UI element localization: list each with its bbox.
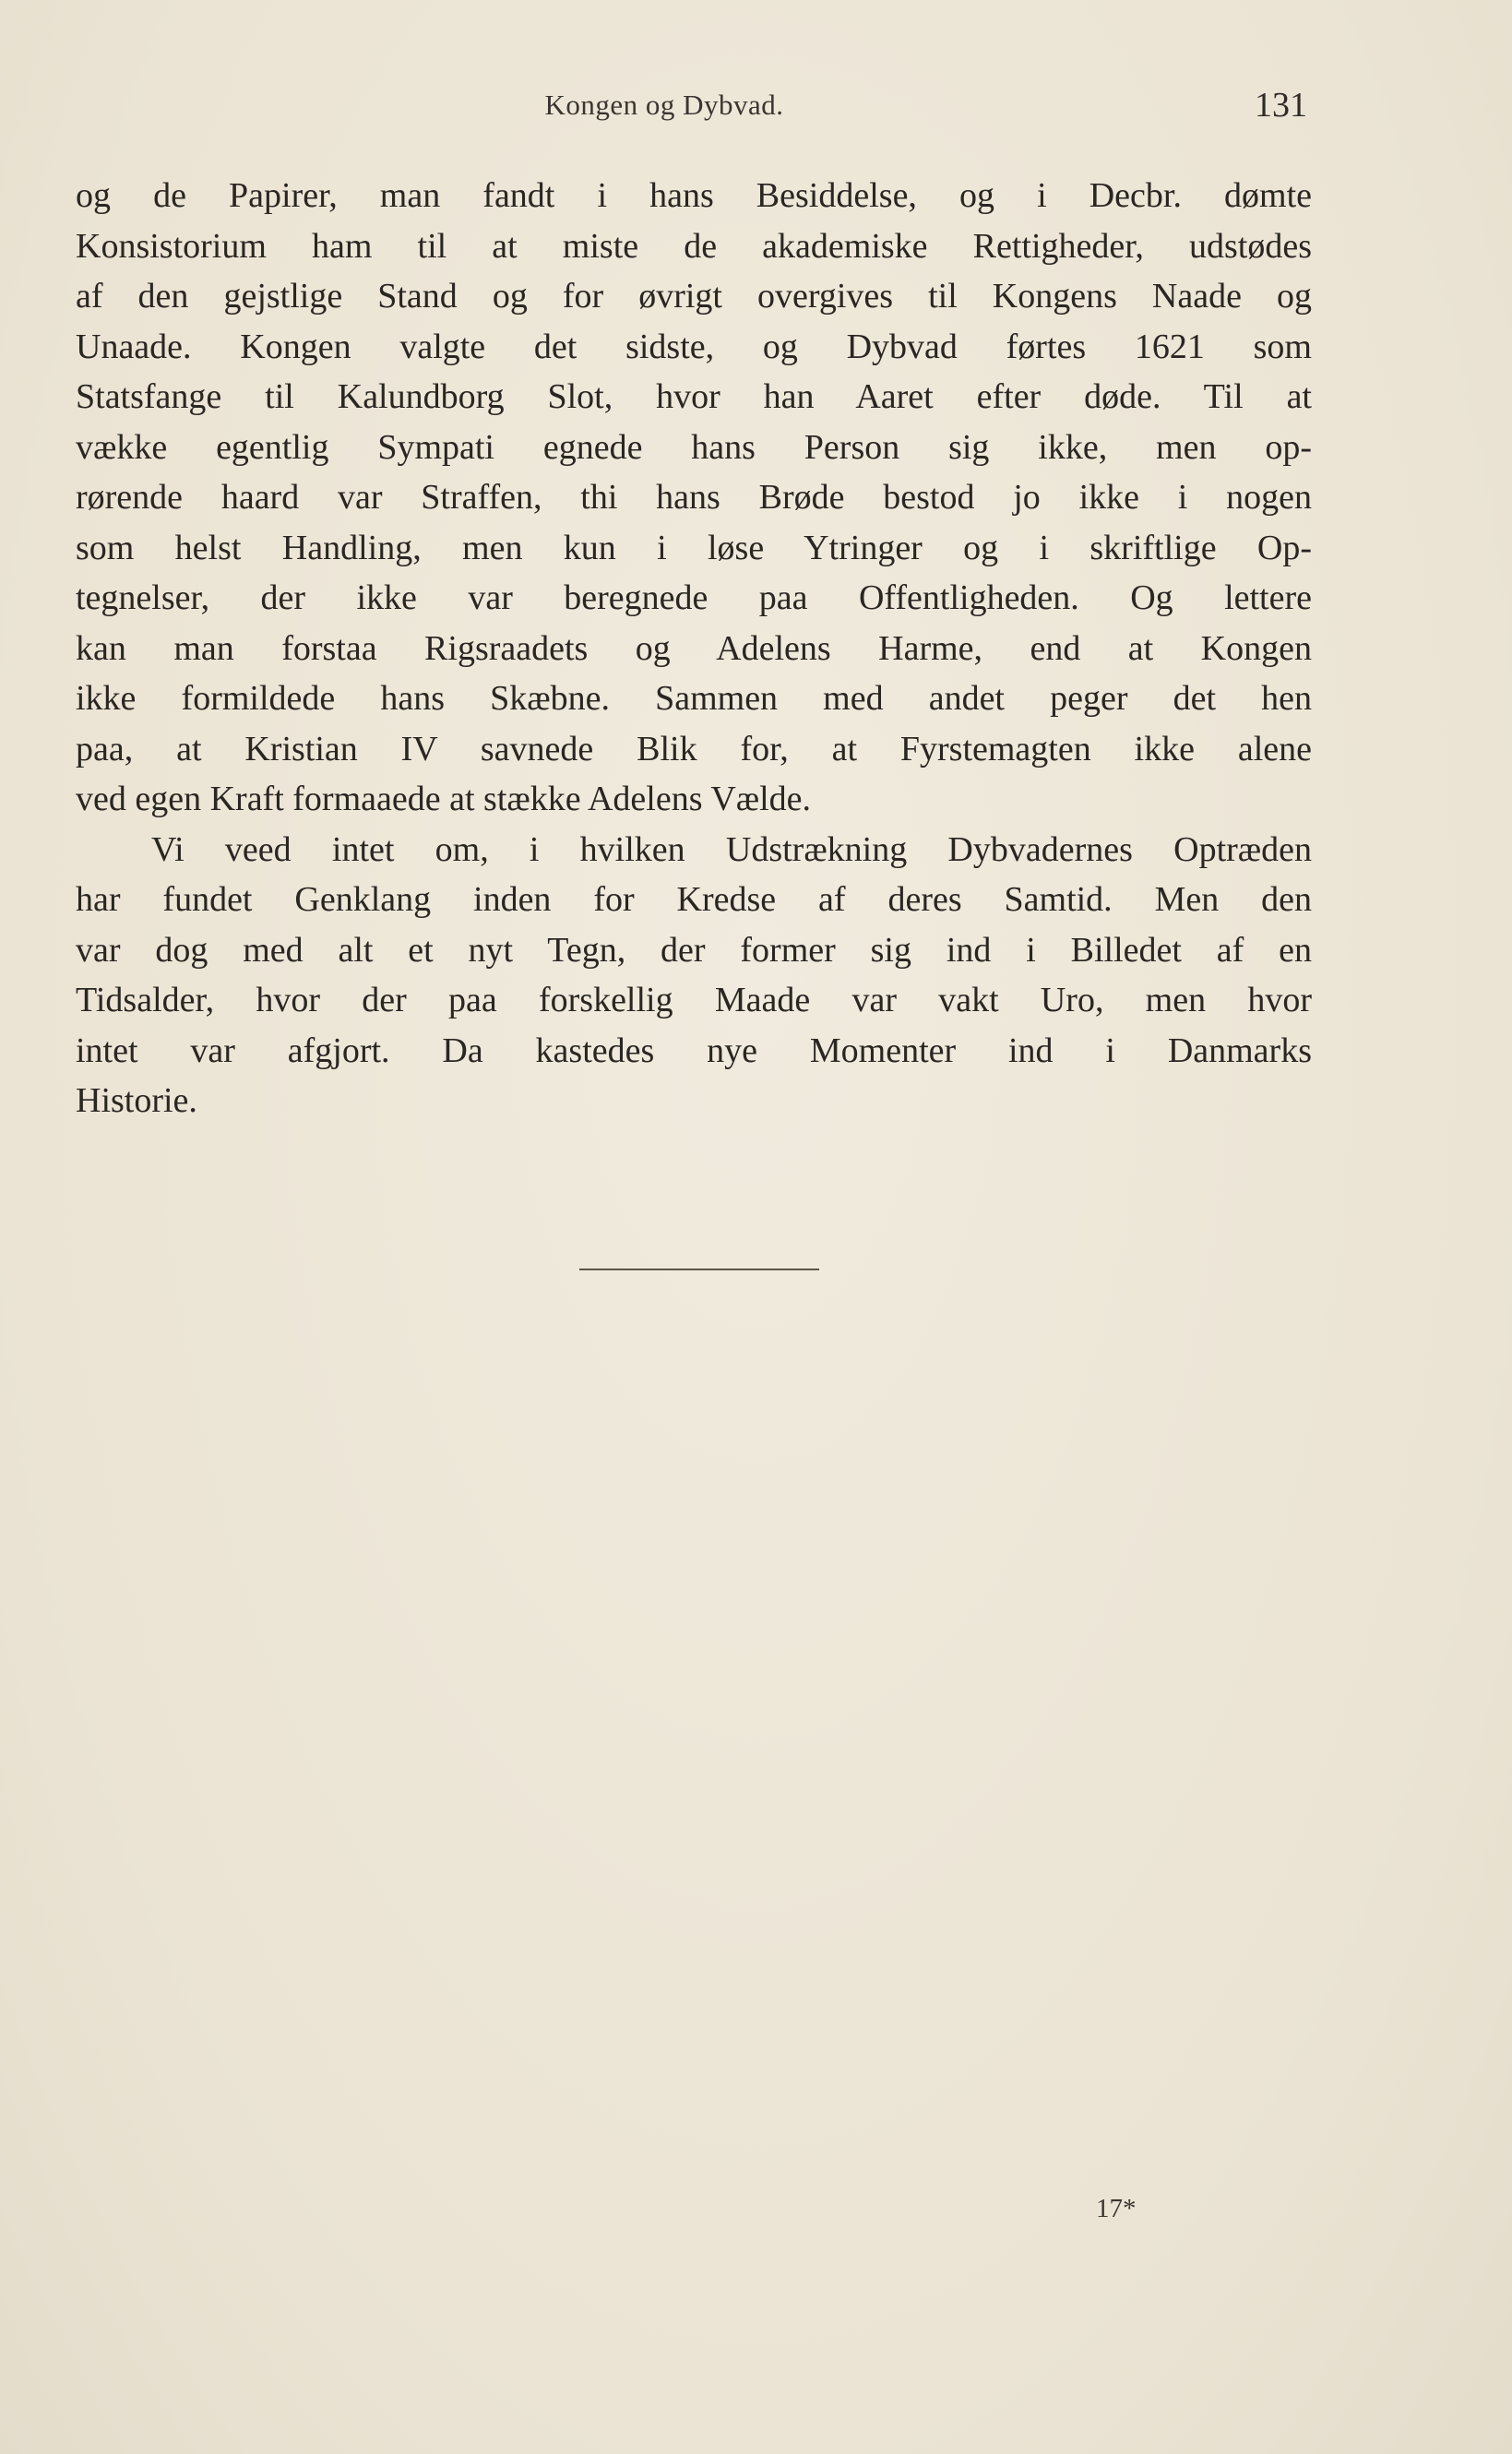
text-line: ved egen Kraft formaaede at stække Adelens Vælde. — [76, 780, 812, 818]
text-line-paragraph-start: Vi veed intet om, i hvilken Udstrækning Dybvadernes Optræden — [151, 829, 1312, 869]
running-head-title: Kongen og Dybvad. — [544, 89, 784, 121]
text-line: har fundet Genklang inden for Kredse af deres Samtid. Men den — [76, 880, 1312, 919]
text-line: vække egentlig Sympati egnede hans Person sig ikke, men op- — [76, 427, 1312, 467]
text-line: kan man forstaa Rigsraadets og Adelens Harme, end at Kongen — [76, 628, 1312, 668]
text-line: Konsistorium ham til at miste de akademiske Rettigheder, udstødes — [76, 226, 1312, 266]
text-line: Statsfange til Kalundborg Slot, hvor han Aaret efter døde. Til at — [76, 377, 1312, 416]
text-line: og de Papirer, man fandt i hans Besiddelse, og i Decbr. dømte — [76, 176, 1312, 215]
page-number: 131 — [1255, 86, 1307, 125]
text-line: som helst Handling, men kun i løse Ytringer og i skriftlige Op- — [76, 528, 1312, 567]
text-line: af den gejstlige Stand og for øvrigt overgives til Kongens Naade og — [76, 277, 1312, 316]
text-line: Tidsalder, hvor der paa forskellig Maade var vakt Uro, men hvor — [76, 981, 1312, 1019]
body-text — [76, 171, 1312, 1126]
text-line: Unaade. Kongen valgte det sidste, og Dybvad førtes 1621 som — [76, 327, 1312, 366]
text-line: tegnelser, der ikke var beregnede paa Offentligheden. Og lettere — [76, 578, 1312, 617]
text-line: Historie. — [76, 1081, 197, 1120]
text-line: ikke formildede hans Skæbne. Sammen med andet peger det hen — [76, 679, 1312, 718]
signature-mark: 17* — [1096, 2194, 1137, 2223]
section-end-rule — [579, 1269, 819, 1270]
text-line: var dog med alt et nyt Tegn, der former sig ind i Billedet af en — [76, 930, 1312, 970]
text-line: intet var afgjort. Da kastedes nye Momenter ind i Danmarks — [76, 1030, 1312, 1070]
text-line: paa, at Kristian IV savnede Blik for, at Fyrstemagten ikke alene — [76, 729, 1312, 768]
text-line: rørende haard var Straffen, thi hans Brøde bestod jo ikke i nogen — [76, 478, 1312, 517]
